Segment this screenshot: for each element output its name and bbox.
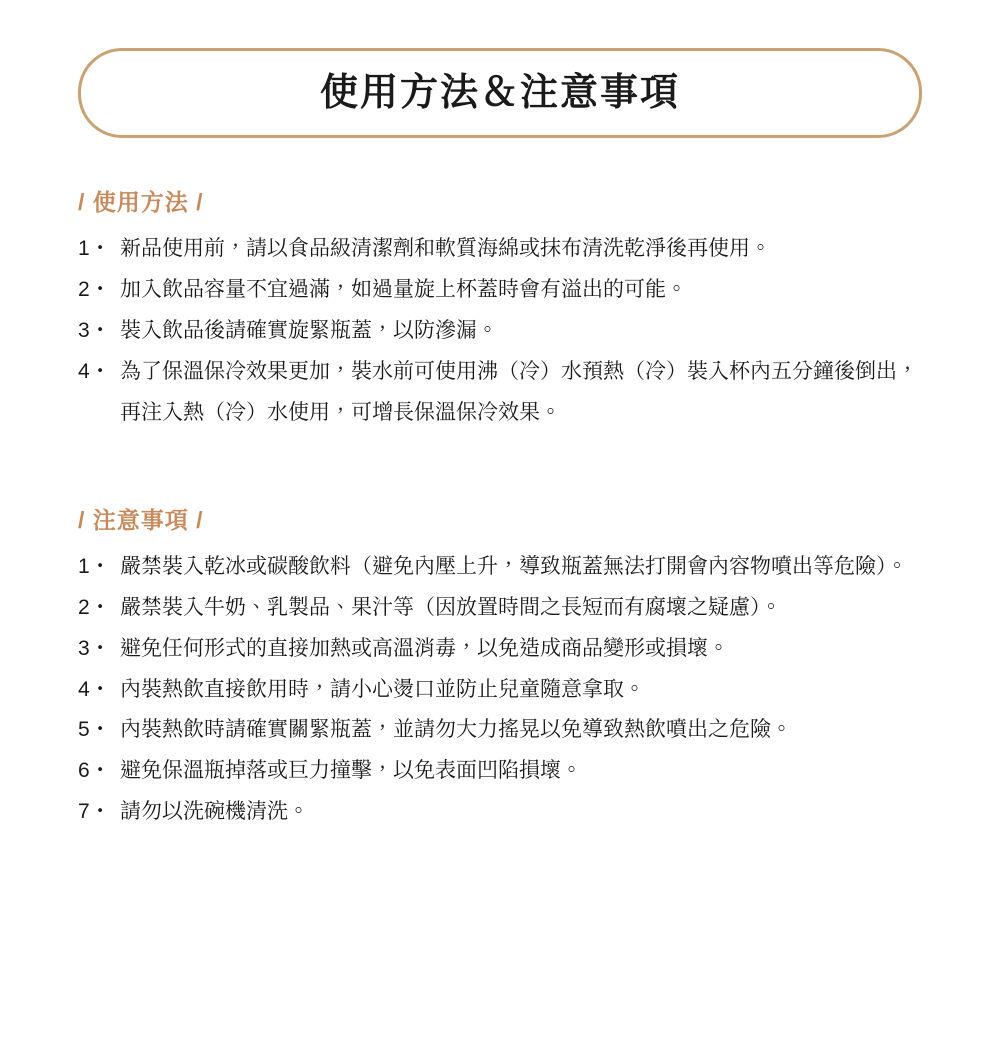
- list-item-text: 內裝熱飲時請確實關緊瓶蓋，並請勿大力搖晃以免導致熱飲噴出之危險。: [120, 718, 792, 742]
- list-item-number: 6・: [78, 759, 111, 783]
- list-item-text: 請勿以洗碗機清洗。: [120, 800, 309, 824]
- list-item: [78, 670, 922, 711]
- list-item: [78, 710, 922, 751]
- list-item: [78, 588, 922, 629]
- list-item: [78, 547, 922, 588]
- section-usage: [78, 184, 922, 434]
- list-item-number: 5・: [78, 718, 111, 742]
- list-item-text: 為了保溫保冷效果更加，裝水前可使用沸（冷）水預熱（冷）裝入杯內五分鐘後倒出，再注入熱（冷）水使用，可增長保溫保冷效果。: [120, 359, 918, 424]
- list-item-text: 嚴禁裝入乾冰或碳酸飲料（避免內壓上升，導致瓶蓋無法打開會內容物噴出等危險）。: [120, 554, 908, 578]
- title-pill: [78, 48, 922, 138]
- list-item-number: 7・: [78, 800, 111, 824]
- list-item-number: 3・: [78, 318, 111, 342]
- instruction-page: [0, 48, 1000, 1048]
- list-item-text: 避免保溫瓶掉落或巨力撞擊，以免表面凹陷損壞。: [120, 759, 582, 783]
- page-title: 使用方法＆注意事項: [319, 72, 680, 114]
- list-item-number: 4・: [78, 677, 111, 701]
- list-item-number: 4・: [78, 359, 111, 383]
- list-item: [78, 751, 922, 792]
- list-item-number: 1・: [78, 554, 111, 578]
- list-item-number: 2・: [78, 595, 111, 619]
- list-item-number: 2・: [78, 277, 111, 301]
- section-divider-space: [0, 434, 1000, 440]
- section-heading-cautions: / 注意事項 /: [78, 506, 204, 533]
- list-item-text: 內裝熱飲直接飲用時，請小心燙口並防止兒童隨意拿取。: [120, 677, 645, 701]
- list-item: [78, 270, 922, 311]
- list-item-text: 加入飲品容量不宜過滿，如過量旋上杯蓋時會有溢出的可能。: [120, 277, 687, 301]
- list-item-text: 避免任何形式的直接加熱或高溫消毒，以免造成商品變形或損壞。: [120, 636, 729, 660]
- title-container: [78, 48, 922, 138]
- list-item: [78, 629, 922, 670]
- list-item-number: 1・: [78, 237, 111, 260]
- list-item: [78, 311, 922, 352]
- list-item-text: 新品使用前，請以食品級清潔劑和軟質海綿或抹布清洗乾淨後再使用。: [120, 237, 771, 260]
- section-cautions: [78, 502, 922, 834]
- list-item: [78, 352, 922, 434]
- section-heading-usage: / 使用方法 /: [78, 189, 204, 215]
- list-item-text: 嚴禁裝入牛奶、乳製品、果汁等（因放置時間之長短而有腐壞之疑慮）。: [120, 595, 782, 619]
- list-item-number: 3・: [78, 636, 111, 660]
- list-item-text: 裝入飲品後請確實旋緊瓶蓋，以防滲漏。: [120, 318, 498, 342]
- usage-list: [78, 229, 922, 434]
- list-item: [78, 229, 922, 270]
- list-item: [78, 792, 922, 833]
- cautions-list: [78, 547, 922, 834]
